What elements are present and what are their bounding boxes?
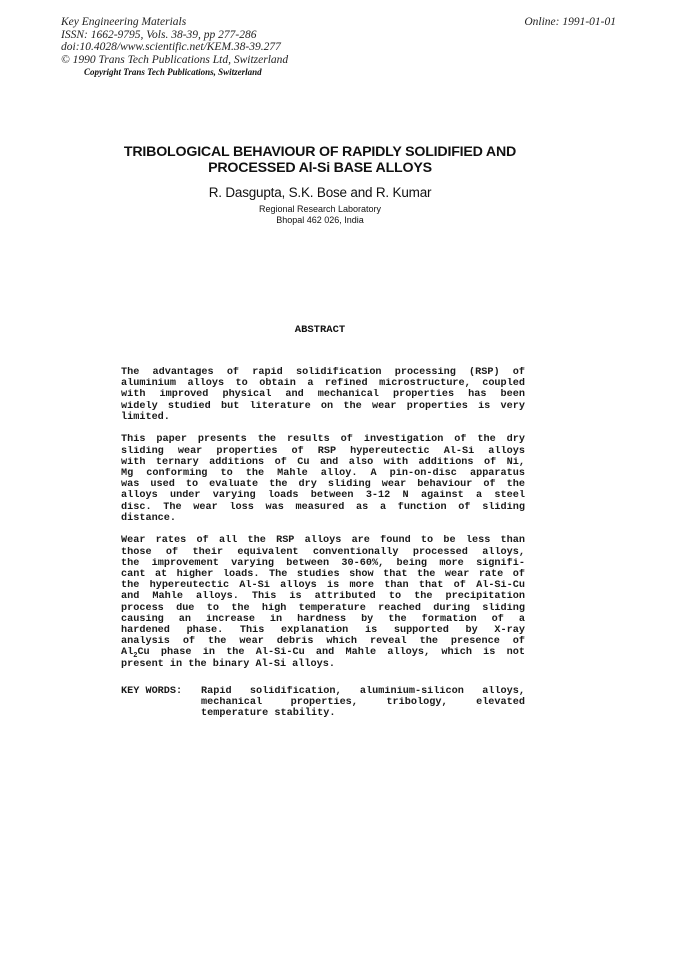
text-line: limited. [121, 411, 170, 423]
abstract-paragraph-2 [121, 434, 525, 524]
title-line-1: TRIBOLOGICAL BEHAVIOUR OF RAPIDLY SOLIDIFIED AND [123, 144, 517, 160]
text-line: the hypereutectic Al-Si alloys is more than that of Al-Si-Cu [121, 580, 525, 592]
publisher-line: © 1990 Trans Tech Publications Ltd, Switzerland [61, 53, 289, 66]
text-line: sliding wear properties of RSP hypereutectic Al-Si alloys [121, 445, 525, 457]
abstract-paragraph-3 [121, 535, 525, 669]
al2cu-prefix: Al [121, 647, 134, 659]
keyword-line: mechanical properties, tribology, elevated [201, 697, 525, 709]
text-line: alloys under varying loads between 3-12 N against a steel [121, 490, 525, 502]
text-line-al2cu [121, 647, 525, 658]
text-line: The advantages of rapid solidification processing (RSP) of [121, 367, 525, 378]
text-line: the improvement varying between 30-60%, being more signifi- [121, 557, 525, 569]
keyword-line: Rapid solidification, aluminium-silicon alloys, [201, 686, 525, 697]
text-line: analysis of the wear debris which reveal the presence of [121, 636, 525, 648]
affiliation-lab: Regional Research Laboratory [258, 204, 382, 214]
al2cu-rest: Cu phase in the Al-Si-Cu and Mahle alloys, which is not [137, 647, 525, 659]
text-line: widely studied but literature on the wear properties is very [121, 400, 525, 412]
copyright-notice: Copyright Trans Tech Publications, Switzerland [84, 67, 262, 77]
text-line: and Mahle alloys. This is attributed to the precipitation [121, 591, 525, 603]
abstract-heading: ABSTRACT [294, 324, 346, 336]
text-line: those of their equivalent conventionally processed alloys, [121, 546, 525, 558]
text-line: causing an increase in hardness by the formation of a [121, 613, 525, 625]
keywords-label: KEY WORDS: [121, 686, 183, 697]
abstract-paragraph-1 [121, 367, 525, 423]
authors: R. Dasgupta, S.K. Bose and R. Kumar [208, 185, 432, 200]
text-line: cant at higher loads. The studies show that the wear rate of [121, 569, 525, 581]
text-line: with ternary additions of Cu and also with additions of Ni, [121, 456, 525, 468]
affiliation [100, 204, 540, 225]
text-line: Mg conforming to the Mahle alloy. A pin-on-disc apparatus [121, 468, 525, 480]
journal-metadata [61, 16, 288, 66]
text-line: This paper presents the results of investigation of the dry [121, 434, 525, 446]
issn-line: ISSN: 1662-9795, Vols. 38-39, pp 277-286 [61, 28, 257, 41]
affiliation-address: Bhopal 462 026, India [276, 214, 364, 225]
journal-name: Key Engineering Materials [61, 16, 187, 28]
text-line: hardened phase. This explanation is supported by X-ray [121, 624, 525, 636]
title-line-2: PROCESSED Al-Si BASE ALLOYS [208, 159, 432, 176]
al2cu-subscript: 2 [133, 652, 138, 659]
text-line: Wear rates of all the RSP alloys are found to be less than [121, 535, 525, 547]
paper-title [100, 145, 540, 176]
online-date: Online: 1991-01-01 [524, 16, 616, 28]
doi-link[interactable]: doi:10.4028/www.scientific.net/KEM.38-39.277 [61, 41, 281, 54]
text-line: with improved physical and mechanical properties has been [121, 389, 525, 401]
text-line: aluminium alloys to obtain a refined microstructure, coupled [121, 378, 525, 390]
text-line: distance. [121, 512, 177, 524]
text-line: disc. The wear loss was measured as a function of sliding [121, 501, 525, 513]
text-line: was used to evaluate the dry sliding wear behaviour of the [121, 479, 525, 491]
keywords-list [201, 686, 525, 720]
keyword-line: temperature stability. [201, 708, 336, 720]
abstract-body [121, 367, 525, 681]
text-line: present in the binary Al-Si alloys. [121, 658, 335, 670]
text-line: process due to the high temperature reached during sliding [121, 602, 525, 614]
